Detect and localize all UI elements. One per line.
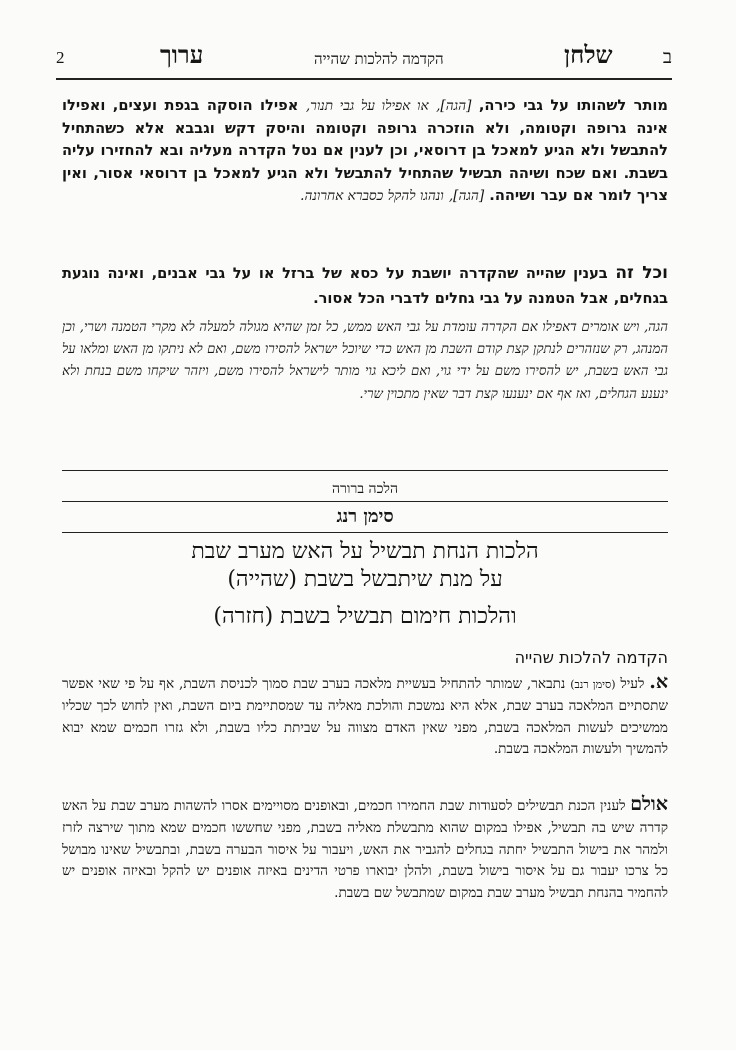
rema-gloss: הגה, ויש אומרים דאפילו אם הקדרה עומדת על גבי האש ממש, כל זמן שהיא מגולה למעלה לא מקרי הטמנה ושרי, וכן המנהג, רק שנזהרים לנתקן קצת קודם השבת מן האש כדי שיוכל ישראל להסירו משם, ואם לא ניתקו מן האש ומלאו על גבי האש בשבת, יש להסירו משם על ידי גוי, ואם ליכא גוי מותר לישראל להסירו משם, ויזהר שיקחו משם בנחת ולא ינענע הגחלים, ואז אף אם ינענעו קצת דבר שאין מתכוין שרי. [62,320,668,402]
section-rule-middle [62,501,668,502]
paragraph-aleph-mark: א. [649,671,669,693]
header-siman-letter: ב [662,46,672,68]
intro-heading: הקדמה להלכות שהייה [514,648,668,667]
section-title-line-2: על מנת שיתבשל בשבת (שהייה) [227,567,503,592]
gloss-text: או אפילו על גבי תנור, [305,98,429,114]
main-text-2-opening: וכל זה [615,263,668,283]
header-aruch: ערוך [160,40,204,69]
running-header [56,40,672,80]
paragraph-aleph [62,672,668,761]
header-rule [56,78,672,80]
header-shulchan: שלחן [564,40,613,69]
section-rule-top [62,470,668,471]
paragraph-aleph-lead: לעיל [620,676,645,692]
page-number: 2 [56,48,65,67]
gloss-tag: [הגה], [436,98,472,114]
halacha-berurah-label: הלכה ברורה [331,481,399,497]
paragraph-ulam-mark: אולם [630,793,668,815]
section-title-line-3: והלכות חימום תבשיל בשבת (חזרה) [213,604,517,629]
main-text-before-gloss: מותר לשהותו על גבי כירה, [478,97,668,114]
end-gloss-tag: [הגה], [448,188,485,205]
end-gloss-text: ונהגו להקל כסברא אחרונה. [300,188,444,205]
header-title: הקדמה להלכות שהייה [314,50,444,68]
main-text-2 [62,261,668,311]
main-text-after-gloss: אפילו הוסקה בגפת ועצים, ואפילו אינה גרופה וקטומה, ולא הוזכרה גרופה וקטומה והיסק דקש וגבבא אלא כשהתחיל להתבשל ולא הגיע למאכל בן דרוסאי, וכן לענין אם נטל הקדרה מעליה ובא להחזירו עליה בשבת. ואם שכח ושיהה תבשיל שהתחיל להתבשל ולא הגיע למאכל בן דרוסאי אסור, ואין צריך לומר אם עבר ושיהה. [62,97,668,205]
paragraph-ulam-text: לענין הכנת תבשילים לסעודות שבת החמירו חכמים, ובאופנים מסויימים אסרו להשהות מערב שבת על האש קדרה שיש בה תבשיל, אפילו במקום שהוא מתבשלת מאליה בשבת, מפני שחששו חכמים שמא מתוך שירצה לזרז ולמהר את בישול התבשיל יחתה בגחלים להגביר את האש, ויעבור על איסור הבערה בשבת, ובתבשיל שאינו מבושל כל צרכו יעבור גם על איסור בישול בשבת, ולהלן יבוארו פרטי הדינים באיזה אופנים יש להקל ובאיזה אופנים יש להחמיר בהנחת תבשיל מערב שבת במקום שמתבשל שם בשבת. [62,798,668,902]
siman-label: סימן רנג [336,506,394,527]
paragraph-ulam [62,794,668,905]
section-title-line-1: הלכות הנחת תבשיל על האש מערב שבת [191,539,539,564]
main-text [62,95,668,208]
paragraph-aleph-text: נתבאר, שמותר להתחיל בעשיית מלאכה בערב שבת סמוך לכניסת השבת, אף על פי שאי אפשר שתסתיים המלאכה בערב שבת, אלא היא נמשכת והולכת מאליה עד שמסתיימת ביום השבת, ואין לחוש לכך שכליו ממשיכים לעשות המלאכה בשבת, מפני שאין האדם מצווה על שביתת כליו בשבת, ולא גזרו חכמים שמא יבוא להמשיך ולעשות המלאכה בשבת. [62,676,668,758]
paragraph-aleph-ref: (סימן רנב) [570,678,616,691]
main-text-2-body: בענין שהייה שהקדרה יושבת על כסא של ברזל או על גבי אבנים, ואינה נוגעת בגחלים, אבל הטמנה על גבי גחלים לדברי הכל אסור. [62,265,668,307]
section-rule-bottom [62,532,668,533]
